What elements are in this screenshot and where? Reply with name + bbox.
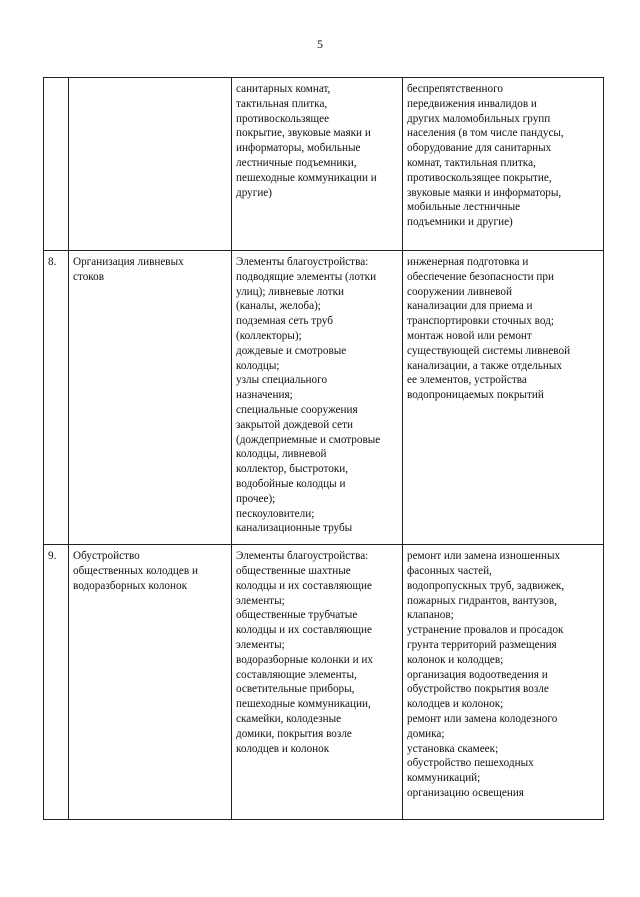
works-cell xyxy=(403,251,604,545)
cell-line: пешеходные коммуникации, xyxy=(236,698,371,711)
cell-line: колонок и колодцев; xyxy=(407,653,504,666)
cell-line: канализационные трубы xyxy=(236,522,353,535)
elements-cell xyxy=(232,78,403,251)
cell-line: специальные сооружения xyxy=(236,403,358,416)
cell-line: колодцы и их составляющие xyxy=(236,579,372,592)
cell-line: организацию освещения xyxy=(407,786,524,799)
cell-line: передвижения инвалидов и xyxy=(407,97,537,110)
row-number-cell: 9. xyxy=(44,545,69,820)
cell-line: домики, покрытия возле xyxy=(236,727,352,740)
table-row-9 xyxy=(44,545,604,820)
cell-line: клапанов; xyxy=(407,609,454,622)
cell-line: инженерная подготовка и xyxy=(407,256,529,268)
cell-line: устранение провалов и просадок xyxy=(407,624,564,637)
cell-line: оборудование для санитарных xyxy=(407,142,552,155)
cell-line: организация водоотведения и xyxy=(407,668,548,681)
object-name-cell xyxy=(69,545,232,820)
cell-line: существующей системы ливневой xyxy=(407,344,571,357)
cell-line: другие) xyxy=(236,186,272,199)
cell-line: монтаж новой или ремонт xyxy=(407,329,532,342)
cell-line: колодцев и колонок; xyxy=(407,698,504,711)
object-name-cell xyxy=(69,251,232,545)
cell-line: (дождеприемные и смотровые xyxy=(236,433,381,446)
row-number-cell: 8. xyxy=(44,251,69,545)
cell-line: коммуникаций; xyxy=(407,772,481,785)
table-row-continued xyxy=(44,78,604,251)
cell-line: узлы специального xyxy=(236,374,328,387)
cell-line: подъемники и другие) xyxy=(407,216,513,229)
cell-line: фасонных частей, xyxy=(407,564,492,577)
cell-line: (каналы, желоба); xyxy=(236,300,321,313)
cell-line: канализации, а также отдельных xyxy=(407,359,562,372)
cell-line: беспрепятственного xyxy=(407,83,503,95)
cell-line: Элементы благоустройства: xyxy=(236,550,369,563)
cell-line: скамейки, колодезные xyxy=(236,712,342,725)
improvement-elements-table xyxy=(43,77,604,820)
cell-line: домика; xyxy=(407,727,445,740)
cell-line: колодцы, ливневой xyxy=(236,448,327,461)
table-row-8 xyxy=(44,251,604,545)
cell-line: информаторы, мобильные xyxy=(236,142,361,155)
cell-line: колодцы и их составляющие xyxy=(236,624,372,637)
cell-line: элементы; xyxy=(236,594,285,607)
cell-line: водопроницаемых покрытий xyxy=(407,389,544,402)
cell-line: покрытие, звуковые маяки и xyxy=(236,127,371,140)
cell-line: комнат, тактильная плитка, xyxy=(407,156,536,169)
cell-line: тактильная плитка, xyxy=(236,97,328,110)
cell-line: сооружении ливневой xyxy=(407,285,512,298)
cell-line: звуковые маяки и информаторы, xyxy=(407,186,562,199)
cell-line: ее элементов, устройства xyxy=(407,374,527,387)
works-cell xyxy=(403,78,604,251)
cell-line: лестничные подъемники, xyxy=(236,156,357,169)
cell-line: общественных колодцев и xyxy=(73,564,198,577)
cell-line: пожарных гидрантов, вантузов, xyxy=(407,594,557,607)
cell-line: прочее); xyxy=(236,492,276,505)
cell-line: общественные трубчатые xyxy=(236,609,358,622)
cell-line: обеспечение безопасности при xyxy=(407,270,554,283)
cell-line: обустройство пешеходных xyxy=(407,757,534,770)
works-cell xyxy=(403,545,604,820)
cell-line: водопропускных труб, задвижек, xyxy=(407,579,565,592)
cell-line: канализации для приема и xyxy=(407,300,533,313)
cell-line: Организация ливневых xyxy=(73,256,184,268)
elements-cell xyxy=(232,251,403,545)
cell-line: пешеходные коммуникации и xyxy=(236,171,377,184)
cell-line: санитарных комнат, xyxy=(236,83,331,95)
cell-line: коллектор, быстротоки, xyxy=(236,463,349,476)
cell-line: колодцы; xyxy=(236,359,280,372)
cell-line: стоков xyxy=(73,270,105,283)
cell-line: грунта территорий размещения xyxy=(407,638,557,651)
cell-line: Обустройство xyxy=(73,550,140,563)
page-number: 5 xyxy=(317,37,323,51)
cell-line: составляющие элементы, xyxy=(236,668,357,681)
cell-line: Элементы благоустройства: xyxy=(236,256,369,268)
cell-line: водобойные колодцы и xyxy=(236,477,346,490)
cell-line: установка скамеек; xyxy=(407,742,499,755)
cell-line: колодцев и колонок xyxy=(236,742,330,755)
cell-line: дождевые и смотровые xyxy=(236,344,347,357)
object-name-cell xyxy=(69,78,232,251)
cell-line: общественные шахтные xyxy=(236,564,351,577)
cell-line: (коллекторы); xyxy=(236,329,302,342)
cell-line: осветительные приборы, xyxy=(236,683,355,696)
cell-line: подводящие элементы (лотки xyxy=(236,270,377,283)
cell-line: населения (в том числе пандусы, xyxy=(407,127,564,140)
cell-line: обустройство покрытия возле xyxy=(407,683,549,696)
cell-line: подземная сеть труб xyxy=(236,315,333,328)
cell-line: ремонт или замена изношенных xyxy=(407,550,561,563)
cell-line: закрытой дождевой сети xyxy=(236,418,353,431)
cell-line: назначения; xyxy=(236,389,293,402)
cell-line: элементы; xyxy=(236,638,285,651)
cell-line: водоразборных колонок xyxy=(73,579,188,592)
cell-line: мобильные лестничные xyxy=(407,201,521,214)
elements-cell xyxy=(232,545,403,820)
row-number-cell xyxy=(44,78,69,251)
cell-line: пескоуловители; xyxy=(236,507,315,520)
cell-line: транспортировки сточных вод; xyxy=(407,315,554,328)
cell-line: противоскользящее покрытие, xyxy=(407,171,552,184)
cell-line: ремонт или замена колодезного xyxy=(407,712,558,725)
cell-line: улиц); ливневые лотки xyxy=(236,285,344,298)
cell-line: противоскользящее xyxy=(236,112,330,125)
cell-line: других маломобильных групп xyxy=(407,112,551,125)
cell-line: водоразборные колонки и их xyxy=(236,653,373,666)
